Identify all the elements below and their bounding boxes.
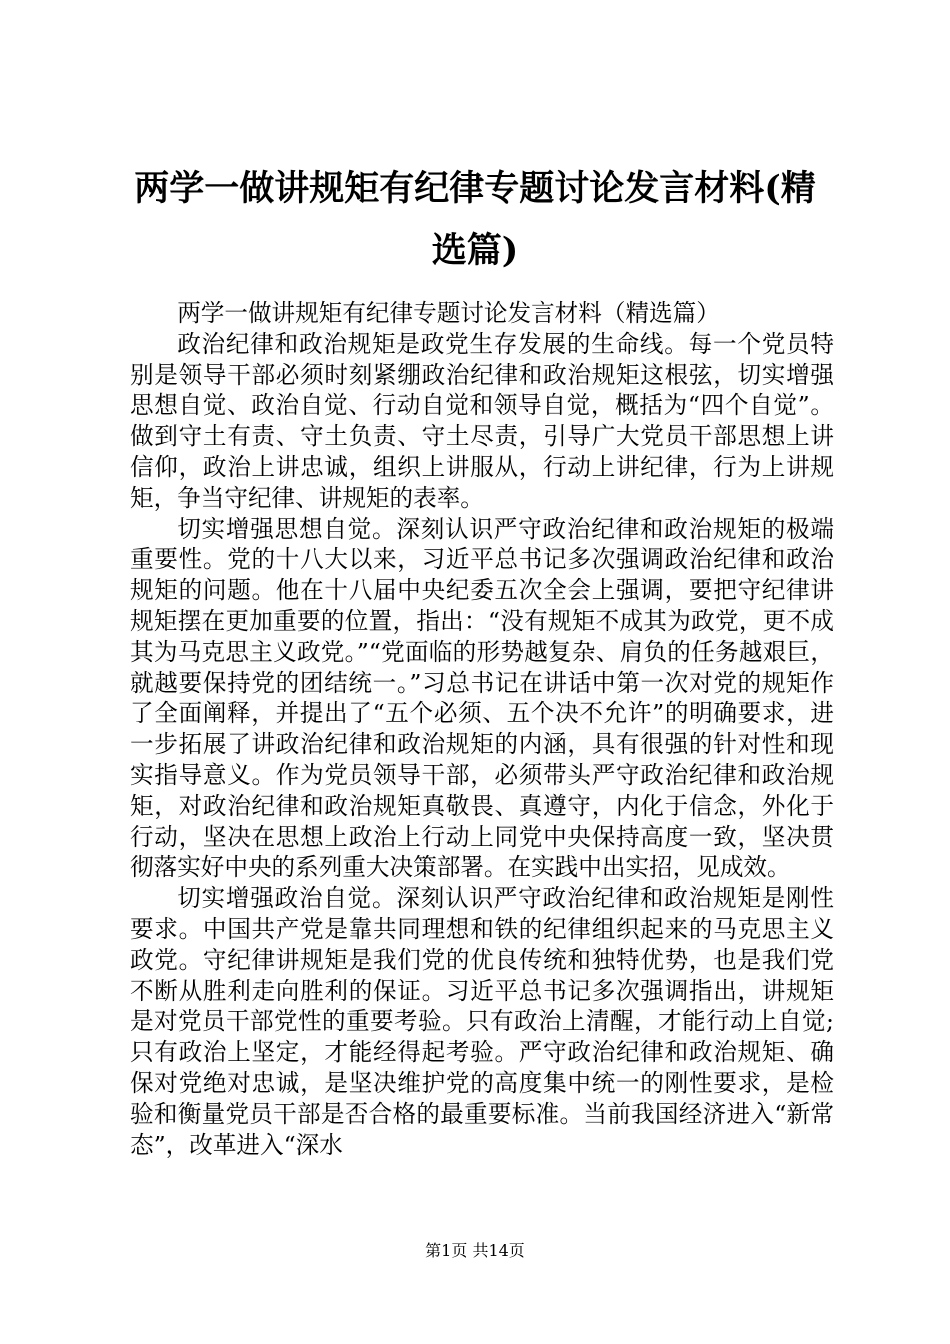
document-subtitle: 两学一做讲规矩有纪律专题讨论发言材料（精选篇） [177,299,720,327]
paragraph: 切实增强政治自觉。深刻认识严守政治纪律和政治规矩是刚性要求。中国共产党是靠共同理想和铁的纪律组织起来的马克思主义政党。守纪律讲规矩是我们党的优良传统和独特优势，也是我们党不断从胜利走向胜利的保证。习近平总书记多次强调指出，讲规矩是对党员干部党性的重要考验。只有政治上清醒，才能行动上自觉;只有政治上坚定，才能经得起考验。严守政治纪律和政治规矩、确保对党绝对忠诚，是坚决维护党的高度集中统一的刚性要求，是检验和衡量党员干部是否合格的最重要标准。当前我国经济进入“新常态”，改革进入“深水 [130,884,834,1159]
paragraph: 切实增强思想自觉。深刻认识严守政治纪律和政治规矩的极端重要性。党的十八大以来，习近平总书记多次强调政治纪律和政治规矩的问题。他在十八届中央纪委五次全会上强调，要把守纪律讲规矩摆在更加重要的位置，指出：“没有规矩不成其为政党，更不成其为马克思主义政党。”“党面临的形势越复杂、肩负的任务越艰巨，就越要保持党的团结统一。”习总书记在讲话中第一次对党的规矩作了全面阐释，并提出了“五个必须、五个决不允许”的明确要求，进一步拓展了讲政治纪律和政治规矩的内涵，具有很强的针对性和现实指导意义。作为党员领导干部，必须带头严守政治纪律和政治规矩，对政治纪律和政治规矩真敬畏、真遵守，内化于信念，外化于行动，坚决在思想上政治上行动上同党中央保持高度一致，坚决贯彻落实好中央的系列重大决策部署。在实践中出实招，见成效。 [130,514,834,882]
document-title: 两学一做讲规矩有纪律专题讨论发言材料(精选篇) [134,168,816,271]
document-body [130,298,834,1160]
paragraph: 政治纪律和政治规矩是政党生存发展的生命线。每一个党员特别是领导干部必须时刻紧绷政治纪律和政治规矩这根弦，切实增强思想自觉、政治自觉、行动自觉和领导自觉，概括为“四个自觉”。做到守土有责、守土负责、守土尽责，引导广大党员干部思想上讲信仰，政治上讲忠诚，组织上讲服从，行动上讲纪律，行为上讲规矩，争当守纪律、讲规矩的表率。 [130,329,834,512]
page-footer: 第1页 共14页 [425,1241,525,1260]
